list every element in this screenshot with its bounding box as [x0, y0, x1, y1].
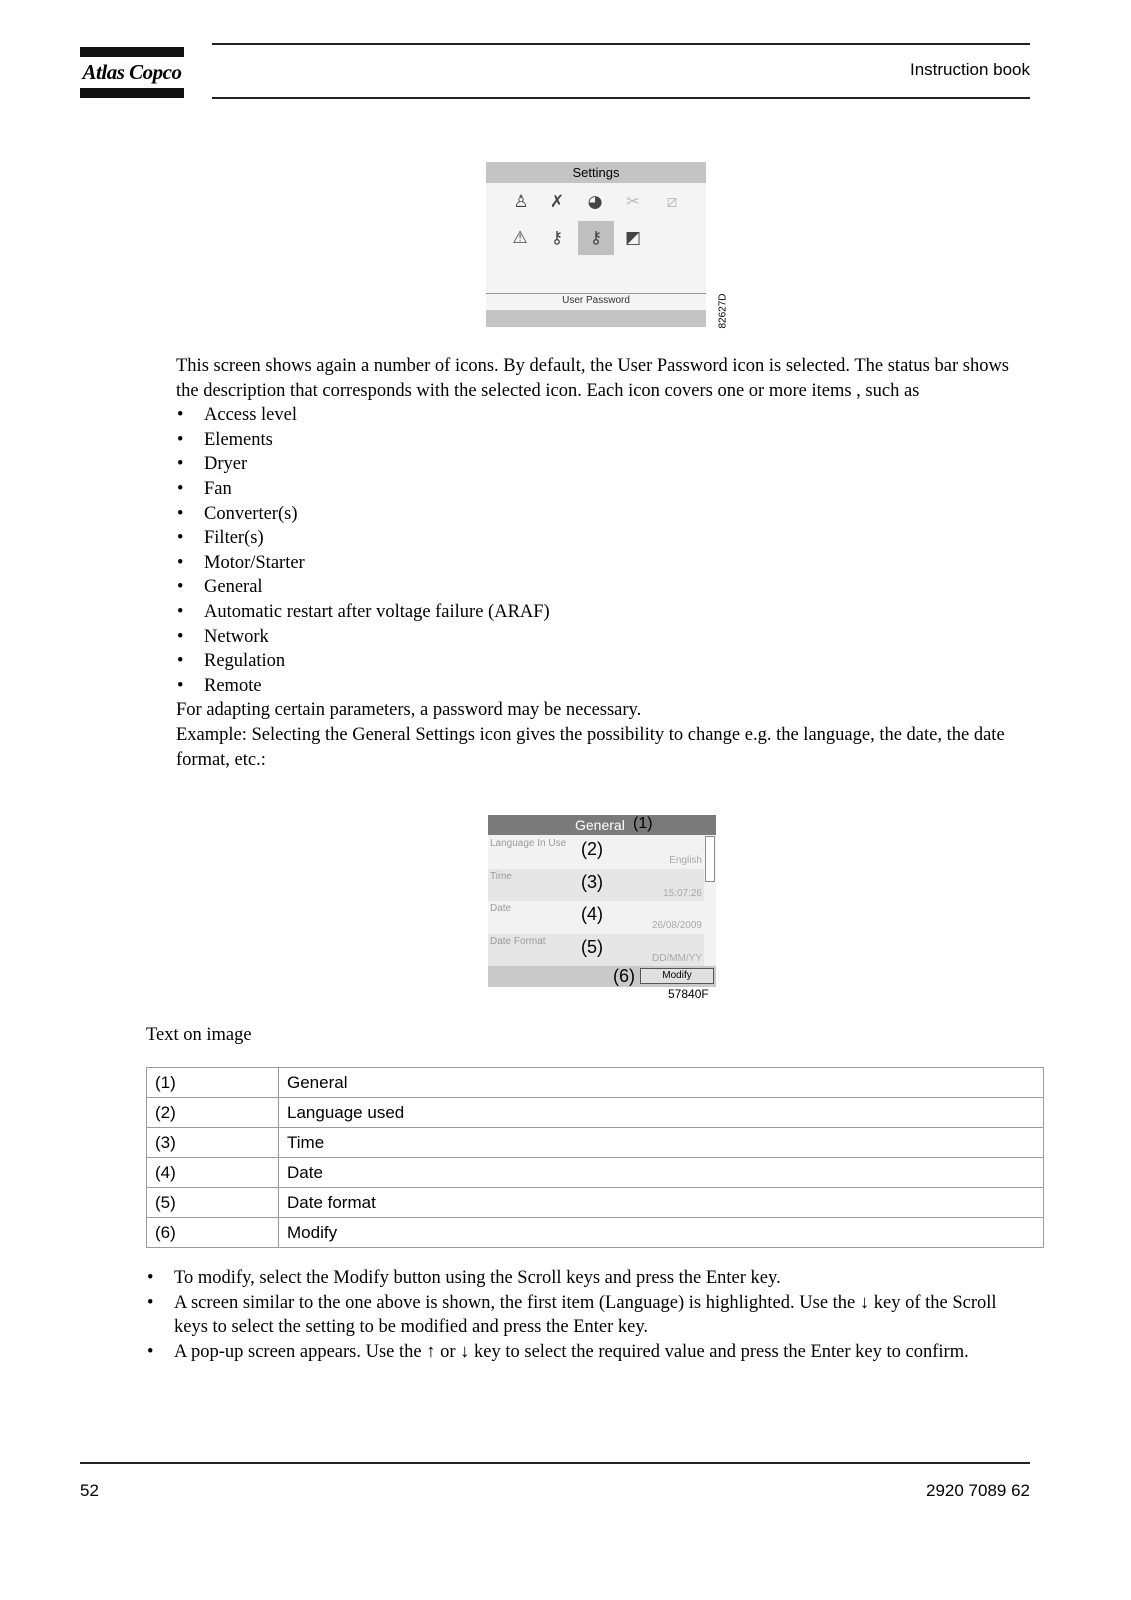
modify-button: Modify [640, 968, 714, 984]
edit-icon: ⧄ [666, 192, 678, 212]
setting-row [488, 901, 704, 933]
example-paragraph: Example: Selecting the General Settings icon gives the possibility to change e.g. the language, the date, the date format, etc.: [176, 724, 1005, 770]
body-text [176, 354, 1032, 772]
header-rule-bottom [212, 97, 1030, 99]
description-cell: Modify [279, 1218, 1044, 1248]
callout-number: (4) [581, 904, 603, 924]
logo-text: Atlas Copco [82, 60, 182, 84]
setting-value: DD/MM/YY [652, 952, 702, 964]
page-number: 52 [80, 1481, 99, 1500]
setting-label: Time [490, 870, 512, 882]
general-screen-footer [488, 966, 716, 987]
description-cell: Language used [279, 1098, 1044, 1128]
instructions [146, 1266, 1032, 1364]
document-number: 2920 7089 62 [926, 1481, 1030, 1500]
table-caption: Text on image [146, 1025, 252, 1045]
callout-number: (2) [581, 839, 603, 859]
atlas-copco-logo [80, 47, 184, 98]
service-icon: ✂ [625, 192, 641, 212]
instructions-list [146, 1266, 1032, 1364]
callout-cell: (6) [147, 1218, 279, 1248]
list-item: • Converter(s) [176, 502, 1032, 527]
settings-screen [486, 162, 706, 327]
callout-6: (6) [613, 966, 635, 986]
callout-number: (5) [581, 936, 603, 957]
user-icon: ♙ [513, 192, 529, 212]
list-item: • Remote [176, 674, 1032, 699]
table-row [147, 1188, 1044, 1218]
callout-cell: (5) [147, 1188, 279, 1218]
list-item: • Regulation [176, 649, 1032, 674]
callout-cell: (2) [147, 1098, 279, 1128]
settings-items-list [176, 403, 1032, 698]
list-item: • Filter(s) [176, 526, 1032, 551]
description-cell: Time [279, 1128, 1044, 1158]
header-rule-top [212, 43, 1030, 45]
callout-1: (1) [633, 815, 653, 832]
table-row [147, 1128, 1044, 1158]
setting-label: Date Format [490, 935, 546, 947]
table-row [147, 1098, 1044, 1128]
setting-label: Language In Use [490, 838, 567, 849]
callout-number: (3) [581, 871, 603, 892]
callout-cell: (4) [147, 1158, 279, 1188]
description-cell: General [279, 1068, 1044, 1098]
status-divider [486, 293, 706, 294]
description-cell: Date [279, 1158, 1044, 1188]
callout-table [146, 1067, 1044, 1248]
settings-screen-title: Settings [486, 162, 706, 183]
scrollbar [705, 836, 715, 882]
description-cell: Date format [279, 1188, 1044, 1218]
instruction-item: • A screen similar to the one above is shown, the first item (Language) is highlighted. Use the ↓ key of the Scroll keys to select the setting to be modified and press the Enter key. [146, 1291, 1032, 1340]
user-password-icon: ⚷ [589, 228, 603, 248]
settings-screen-bottom-bar [486, 310, 706, 327]
general-screen-title-bar [488, 815, 716, 835]
setting-value: 26/08/2009 [651, 920, 702, 931]
table-row [147, 1218, 1044, 1248]
setting-value: 15:07:26 [663, 887, 702, 899]
general-screen [488, 815, 716, 987]
list-item: • Motor/Starter [176, 551, 1032, 576]
general-screen-title: General [575, 817, 625, 833]
table-row [147, 1068, 1044, 1098]
intro-paragraph: This screen shows again a number of icons. By default, the User Password icon is selected. The status bar shows the description that corresponds with the selected icon. Each icon covers one or more items , such as [176, 356, 1010, 401]
elements-icon: ✗ [549, 192, 565, 212]
setting-row [488, 869, 704, 901]
instruction-item: • To modify, select the Modify button using the Scroll keys and press the Enter key. [146, 1266, 1032, 1291]
figure-code-2: 57840F [668, 987, 709, 1001]
list-item: • Access level [176, 403, 1032, 428]
setting-value: English [669, 855, 702, 866]
chart-icon: ◩ [624, 228, 642, 248]
list-item: • Dryer [176, 452, 1032, 477]
list-item: • General [176, 575, 1032, 600]
setting-label: Date [490, 903, 512, 914]
password-note: For adapting certain parameters, a password may be necessary. [176, 700, 642, 721]
table-row [147, 1158, 1044, 1188]
footer-rule [80, 1462, 1030, 1464]
setting-row [488, 934, 704, 966]
alarm-icon: ⚠ [512, 228, 528, 248]
key-icon: ⚷ [550, 228, 564, 248]
list-item: • Elements [176, 428, 1032, 453]
header-title: Instruction book [909, 60, 1030, 79]
list-item: • Network [176, 625, 1032, 650]
list-item: • Fan [176, 477, 1032, 502]
list-item: • Automatic restart after voltage failure (ARAF) [176, 600, 1032, 625]
status-bar-text: User Password [562, 295, 630, 306]
callout-cell: (3) [147, 1128, 279, 1158]
setting-row [488, 836, 704, 868]
callout-cell: (1) [147, 1068, 279, 1098]
dryer-icon: ◕ [587, 192, 603, 212]
instruction-item: • A pop-up screen appears. Use the ↑ or ↓ key to select the required value and press the Enter key to confirm. [146, 1340, 1032, 1365]
figure-code: 82627D [717, 293, 729, 329]
